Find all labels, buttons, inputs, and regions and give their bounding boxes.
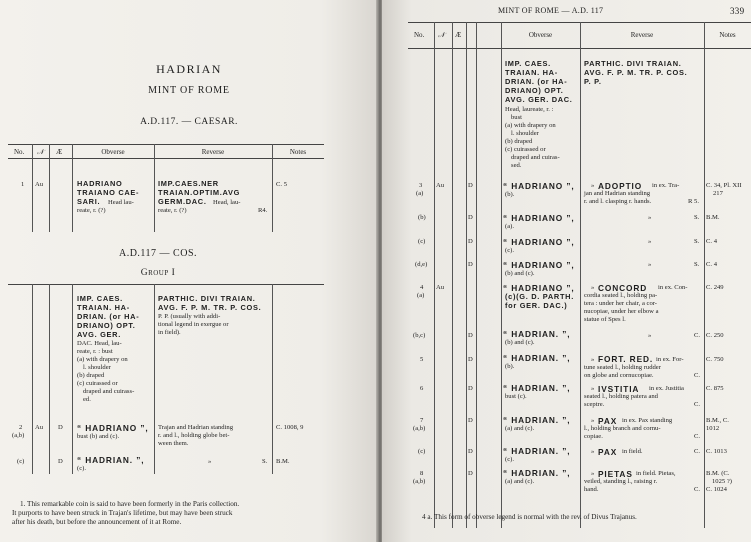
r7-reverse-ditto-mark: » (591, 417, 595, 424)
r3de-obverse-legend: “ HADRIANO ”, (503, 260, 575, 270)
r4bc-notes: C. 250 (706, 332, 724, 339)
r3de-notes: C. 4 (706, 261, 717, 268)
r8-variant: (a,b) (413, 478, 426, 485)
r5-reverse-legend: FORT. RED. (598, 354, 654, 364)
r8-denomination: D (468, 470, 473, 477)
rtable-col-divider (452, 22, 453, 528)
r3de-denomination: D (468, 261, 473, 268)
r7-reverse-1: in ex. Pax standing (622, 417, 673, 424)
rgroup-obverse-desc-8: sed. (511, 162, 522, 169)
table1-col-divider (49, 144, 50, 232)
rtable-col-divider (476, 22, 477, 528)
row1-reverse-legend-1: IMP.CAES.NER (158, 179, 219, 188)
row1-notes: C. 5 (276, 181, 287, 188)
row2-notes: C. 1008, 9 (276, 424, 304, 431)
group-obverse-legend-3: DRIAN. (or HA- (77, 312, 140, 321)
r4bc-rarity: C. (694, 332, 701, 339)
r3de-number: (d,e) (415, 261, 428, 268)
r7-reverse-3: copiae. (584, 433, 603, 440)
r4-reverse-4: nucopiae, under her elbow a (584, 308, 659, 315)
mint-subtitle: MINT OF ROME (148, 85, 230, 96)
r7c-denomination: D (468, 448, 473, 455)
r5-reverse-2: tune seated l., holding rudder (584, 364, 661, 371)
r5-reverse-3: on globe and cornucopiae. (584, 372, 654, 379)
r3b-number: (b) (418, 214, 426, 221)
rgroup-obverse-desc-1: Head, laureate, r. : (505, 106, 554, 113)
r4-reverse-1: in ex. Con- (658, 284, 688, 291)
group-obverse-desc-5: (b) draped (77, 372, 105, 379)
row3-reverse-ditto: » (208, 458, 212, 465)
table1-top-rule (8, 144, 324, 145)
group-heading: Group I (140, 268, 176, 278)
r8-number: 8 (420, 470, 424, 477)
r3de-obverse-desc: (b) and (c). (505, 270, 535, 277)
group-obverse-desc-2: reate, r. : bust (77, 348, 113, 355)
col-header-no: No. (14, 148, 25, 156)
r5-obverse-legend: “ HADRIAN. ”, (503, 353, 571, 363)
r7c-reverse-legend: PAX (598, 447, 618, 457)
group-obverse-legend-4: DRIANO) OPT. (77, 321, 136, 330)
r7c-reverse-1: in field. (622, 448, 643, 455)
r3b-rarity: S. (694, 214, 700, 221)
row2-reverse-1: Trajan and Hadrian standing (158, 424, 234, 431)
group-obverse-desc-1: DAC. Head, lau- (77, 340, 122, 347)
r4bc-number: (b,c) (413, 332, 426, 339)
r4-metal: Au (436, 284, 445, 291)
r7c-rarity: C. (694, 448, 701, 455)
row2-reverse-3: ween them. (158, 440, 189, 447)
rcol-header-no: No. (414, 31, 425, 39)
r6-denomination: D (468, 385, 473, 392)
col-header-silver: Æ (56, 148, 63, 156)
r3c-rarity: S. (694, 238, 700, 245)
group-reverse-desc-1: P. P. (usually with addi- (158, 313, 221, 320)
r8-reverse-legend: PIETAS (598, 469, 633, 479)
emperor-title: HADRIAN (156, 62, 222, 76)
r5-number: 5 (420, 356, 424, 363)
col-header-gold: 𝒩 (37, 148, 44, 156)
table2-col-divider (154, 284, 155, 474)
rgroup-obverse-legend-5: AVG. GER. DAC. (505, 95, 573, 104)
row3-rarity: S. (262, 458, 268, 465)
rgroup-obverse-desc-6: (c) cuirassed or (505, 146, 546, 153)
r8-notes-2: 1025 ?) (712, 478, 732, 485)
rtable-col-divider (501, 22, 502, 528)
row2-reverse-2: r. and l., holding globe bet- (158, 432, 230, 439)
r7-notes-1: B.M., C. (706, 417, 729, 424)
rgroup-obverse-legend-3: DRIAN. (or HA- (505, 77, 568, 86)
rgroup-reverse-legend-2: AVG. F. P. M. TR. P. COS. (584, 68, 688, 77)
table2-top-rule (8, 284, 324, 285)
group-obverse-desc-6: (c) cuirassed or (77, 380, 118, 387)
table1-col-divider (32, 144, 33, 232)
rgroup-reverse-legend-3: P. P. (584, 77, 602, 86)
r8-reverse-2: veiled, standing l., raising r. (584, 478, 658, 485)
r8-reverse-3: hand. (584, 486, 599, 493)
row1-reverse-desc-1: Head, lau- (213, 199, 241, 206)
group-reverse-legend-2: AVG. F. P. M. TR. P. COS. (158, 303, 262, 312)
r8-notes-3: C. 1024 (706, 486, 727, 493)
rgroup-obverse-desc-5: (b) draped (505, 138, 533, 145)
r3c-number: (c) (418, 238, 426, 245)
r3de-reverse-ditto: » (648, 261, 652, 268)
table1-col-divider (272, 144, 273, 232)
rtable-col-divider (580, 22, 581, 528)
rgroup-obverse-desc-7: draped and cuiras- (511, 154, 560, 161)
row2-variants: (a,b) (12, 432, 25, 439)
r6-number: 6 (420, 385, 424, 392)
row1-obverse-desc-2: reate, r. (?) (77, 207, 106, 214)
r7c-obverse-legend: “ HADRIAN. ”, (503, 446, 571, 456)
r3-variant: (a) (416, 190, 424, 197)
r3-reverse-2: jan and Hadrian standing (584, 190, 651, 197)
r6-reverse-3: sceptre. (584, 401, 605, 408)
row1-obverse-legend-3: SARI. (77, 197, 101, 206)
running-head: MINT OF ROME — A.D. 117 (498, 6, 604, 15)
r3-notes-1: C. 34, Pl. XII (706, 182, 742, 189)
r4-reverse-3: tera : under her chair, a cor- (584, 300, 658, 307)
table2-col-divider (272, 284, 273, 474)
r8-reverse-1: in field. Pietas, (636, 470, 676, 477)
col-header-reverse: Reverse (201, 148, 225, 156)
r3c-obverse-desc: (c). (505, 247, 514, 254)
r4-reverse-2: cordia seated l., holding pa- (584, 292, 658, 299)
group-obverse-legend-2: TRAIAN. HA- (77, 303, 130, 312)
r5-denomination: D (468, 356, 473, 363)
group-reverse-desc-3: in field). (158, 329, 181, 336)
r4-notes: C. 249 (706, 284, 724, 291)
r3b-obverse-desc: (a). (505, 223, 514, 230)
col-header-notes: Notes (289, 148, 307, 156)
table2-col-divider (49, 284, 50, 474)
row1-number: 1 (21, 181, 25, 188)
row3-obverse-desc: (c). (77, 465, 86, 472)
r3-metal: Au (436, 182, 445, 189)
r3b-obverse-legend: “ HADRIANO ”, (503, 213, 575, 223)
r7c-reverse-ditto-mark: » (591, 448, 595, 455)
group-obverse-legend-5: AVG. GER. (77, 330, 121, 339)
right-page (382, 0, 751, 542)
group-obverse-desc-4: l. shoulder (83, 364, 111, 371)
section-caesar-heading: A.D.117. — CAESAR. (140, 117, 238, 127)
r4-obverse-legend-3: for GER. DAC.) (505, 301, 568, 310)
group-obverse-legend-1: IMP. CAES. (77, 294, 123, 303)
r5-reverse-1: in ex. For- (656, 356, 684, 363)
r6-reverse-2: seated l., holding patera and (584, 393, 658, 400)
r4-reverse-5: statue of Spes l. (584, 316, 626, 323)
r3b-reverse-ditto: » (648, 214, 652, 221)
r8-reverse-ditto-mark: » (591, 470, 595, 477)
group-obverse-desc-7: draped and cuirass- (83, 388, 135, 395)
r3-obverse-desc: (b). (505, 191, 515, 198)
row3-number: (c) (17, 458, 25, 465)
r5-reverse-ditto-mark: » (591, 356, 595, 363)
rtable-col-divider (466, 22, 467, 528)
row1-rarity: R4. (258, 207, 268, 214)
r4-obverse-legend: “ HADRIANO ”, (503, 283, 575, 293)
group-reverse-legend-1: PARTHIC. DIVI TRAIAN. (158, 294, 256, 303)
r7c-obverse-desc: (c). (505, 456, 514, 463)
rcol-header-obverse: Obverse (528, 31, 553, 39)
r3c-denomination: D (468, 238, 473, 245)
rcol-header-silver: Æ (455, 31, 462, 39)
rtable-col-divider (434, 22, 435, 528)
r3b-notes: B.M. (706, 214, 720, 221)
group-obverse-desc-8: ed. (83, 396, 91, 403)
footnote-line-2: It purports to have been struck in Trajan's lifetime, but may have been struck (12, 509, 233, 517)
row2-obverse-legend: “ HADRIANO ”, (77, 423, 149, 433)
row1-obverse-legend-1: HADRIANO (77, 179, 123, 188)
col-header-obverse: Obverse (101, 148, 125, 156)
r3c-notes: C. 4 (706, 238, 717, 245)
row2-metal: Au (35, 424, 44, 431)
rgroup-obverse-legend-4: DRIANO) OPT. (505, 86, 564, 95)
r7c-notes: C. 1013 (706, 448, 727, 455)
r3-obverse-legend: “ HADRIANO ”, (503, 181, 575, 191)
r5-obverse-desc: (b). (505, 363, 515, 370)
table2-col-divider (72, 284, 73, 474)
r6-reverse-ditto-mark: » (591, 385, 595, 392)
r3-rarity: R 5. (688, 198, 699, 205)
r6-reverse-1: in ex. Justitia (649, 385, 684, 392)
row3-denomination: D (58, 458, 63, 465)
rgroup-obverse-desc-4: l. shoulder (511, 130, 539, 137)
r7c-number: (c) (418, 448, 426, 455)
r6-reverse-legend: IVSTITIA (598, 384, 640, 394)
table2-col-divider (32, 284, 33, 474)
r4-reverse-ditto-mark: » (591, 284, 595, 291)
r8-obverse-legend: “ HADRIAN. ”, (503, 468, 571, 478)
r3-reverse-3: r. and l. clasping r. hands. (584, 198, 652, 205)
r4-number: 4 (420, 284, 424, 291)
group-reverse-desc-2: tional legend in exergue or (158, 321, 229, 328)
group-obverse-desc-3: (a) with drapery on (77, 356, 128, 363)
r6-rarity: C. (694, 401, 701, 408)
rtable-col-divider (704, 22, 705, 528)
r3-reverse-legend: ADOPTIO (598, 181, 643, 191)
rgroup-obverse-desc-2: bust (511, 114, 522, 121)
r4bc-denomination: D (468, 332, 473, 339)
rgroup-reverse-legend-1: PARTHIC. DIVI TRAIAN. (584, 59, 682, 68)
r5-notes: C. 750 (706, 356, 724, 363)
row2-denomination: D (58, 424, 63, 431)
table1-col-divider (154, 144, 155, 232)
row2-number: 2 (19, 424, 23, 431)
rcol-header-reverse: Reverse (630, 31, 654, 39)
footnote-line-1: 1. This remarkable coin is said to have been formerly in the Paris collection. (20, 500, 240, 508)
r7-reverse-legend: PAX (598, 416, 618, 426)
table1-header-rule (8, 158, 324, 159)
rcol-header-notes: Notes (719, 31, 736, 39)
row1-obverse-desc-1: Head lau- (108, 199, 134, 206)
row3-notes: B.M. (276, 458, 290, 465)
r4-variant: (a) (417, 292, 425, 299)
r3de-rarity: S. (694, 261, 700, 268)
row3-obverse-legend: “ HADRIAN. ”, (77, 455, 145, 465)
table1-col-divider (72, 144, 73, 232)
r4bc-reverse-ditto: » (648, 332, 652, 339)
r8-notes-1: B.M. (C. (706, 470, 730, 477)
rgroup-obverse-legend-2: TRAIAN. HA- (505, 68, 558, 77)
rcol-header-gold: 𝒩 (438, 31, 445, 39)
r8-rarity: C. (694, 486, 701, 493)
r7-reverse-2: l., holding branch and cornu- (584, 425, 661, 432)
r3-number: 3 (419, 182, 423, 189)
row1-metal: Au (35, 181, 44, 188)
right-footnote: 4 a. This form of obverse legend is normal with the rev. of Divus Trajanus. (422, 513, 637, 521)
r3-notes-2: 217 (713, 190, 723, 197)
row2-obverse-desc: bust (b) and (c). (77, 433, 120, 440)
r8-obverse-desc: (a) and (c). (505, 478, 535, 485)
page-number: 339 (730, 6, 745, 16)
r3b-denomination: D (468, 214, 473, 221)
r3-reverse-1: in ex. Tra- (652, 182, 680, 189)
r6-obverse-desc: bust (c). (505, 393, 527, 400)
r7-obverse-legend: “ HADRIAN. ”, (503, 415, 571, 425)
r4bc-obverse-legend: “ HADRIAN. ”, (503, 329, 571, 339)
r7-notes-2: 1012 (706, 425, 720, 432)
row1-obverse-legend-2: TRAIANO CAE- (77, 188, 140, 197)
row1-reverse-legend-3: GERM.DAC. (158, 197, 207, 206)
r4bc-obverse-desc: (b) and (c). (505, 339, 535, 346)
r3c-obverse-legend: “ HADRIANO ”, (503, 237, 575, 247)
r4-reverse-legend: CONCORD (598, 283, 648, 293)
r7-denomination: D (468, 417, 473, 424)
r5-rarity: C. (694, 372, 701, 379)
rgroup-obverse-desc-3: (a) with drapery on (505, 122, 556, 129)
r4-obverse-legend-2: (c)(G. D. PARTH. (505, 292, 574, 301)
rgroup-obverse-legend-1: IMP. CAES. (505, 59, 551, 68)
r6-notes: C. 875 (706, 385, 724, 392)
r3-denomination: D (468, 182, 473, 189)
r7-rarity: C. (694, 433, 701, 440)
r7-variant: (a,b) (413, 425, 426, 432)
footnote-line-3: after his death, but before the announcement of it at Rome. (12, 518, 182, 526)
row1-reverse-legend-2: TRAIAN.OPTIM.AVG (158, 188, 241, 197)
r3c-reverse-ditto: » (648, 238, 652, 245)
row1-reverse-desc-2: reate, r. (?) (158, 207, 187, 214)
r7-obverse-desc: (a) and (c). (505, 425, 535, 432)
r3-reverse-ditto-mark: » (591, 182, 595, 189)
r6-obverse-legend: “ HADRIAN. ”, (503, 383, 571, 393)
r7-number: 7 (420, 417, 424, 424)
section-cos-heading: A.D.117 — COS. (118, 248, 198, 259)
